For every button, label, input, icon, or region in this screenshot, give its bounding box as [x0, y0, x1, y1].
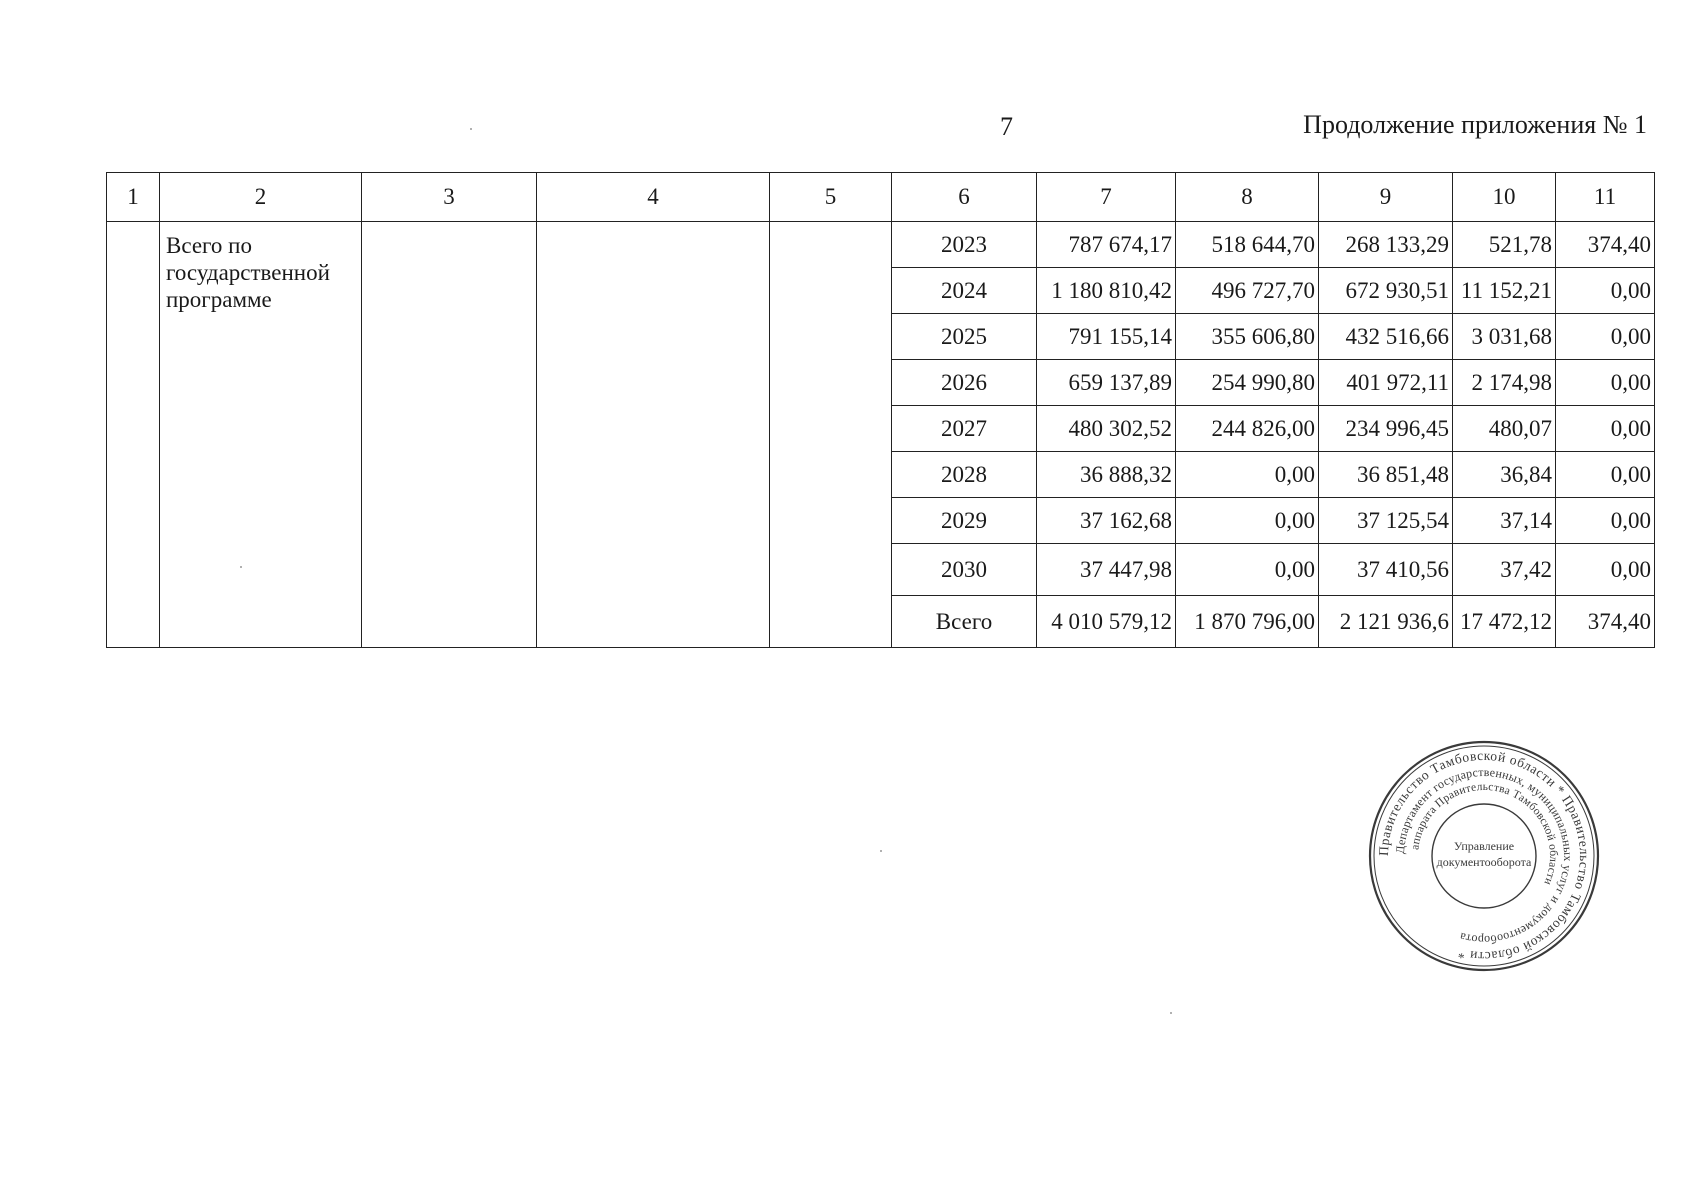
year-cell: 2023 — [892, 222, 1037, 268]
header-cell: 10 — [1453, 173, 1556, 222]
regional-cell: 432 516,66 — [1319, 314, 1453, 360]
total-cell: 791 155,14 — [1037, 314, 1176, 360]
scan-speck — [470, 128, 472, 130]
federal-cell: 244 826,00 — [1176, 406, 1319, 452]
header-cell: 7 — [1037, 173, 1176, 222]
other-cell: 374,40 — [1556, 222, 1655, 268]
other-cell: 0,00 — [1556, 268, 1655, 314]
local-cell: 3 031,68 — [1453, 314, 1556, 360]
budget-table — [106, 172, 1655, 648]
regional-cell: 234 996,45 — [1319, 406, 1453, 452]
row-id-cell — [107, 222, 160, 648]
year-cell: 2026 — [892, 360, 1037, 406]
page-number: 7 — [1000, 112, 1013, 141]
table-header-row — [107, 173, 1655, 222]
header-cell: 6 — [892, 173, 1037, 222]
other-cell: 0,00 — [1556, 498, 1655, 544]
svg-text:Департамент государственных, м: Департамент государственных, муниципальных услуг и документооборота — [1392, 764, 1576, 948]
total-cell: 37 447,98 — [1037, 544, 1176, 596]
svg-text:аппарата Правительства Тамбовс: аппарата Правительства Тамбовской области — [1409, 780, 1560, 887]
federal-cell: 0,00 — [1176, 498, 1319, 544]
regional-cell: 36 851,48 — [1319, 452, 1453, 498]
local-cell: 36,84 — [1453, 452, 1556, 498]
header-cell: 2 — [160, 173, 362, 222]
header-cell: 9 — [1319, 173, 1453, 222]
other-cell: 0,00 — [1556, 360, 1655, 406]
program-name-cell: Всего по государственной программе — [160, 222, 362, 648]
col5-cell — [770, 222, 892, 648]
year-cell: 2029 — [892, 498, 1037, 544]
total-cell: 37 162,68 — [1037, 498, 1176, 544]
local-cell: 480,07 — [1453, 406, 1556, 452]
col4-cell — [537, 222, 770, 648]
federal-cell: 496 727,70 — [1176, 268, 1319, 314]
local-cell: 37,42 — [1453, 544, 1556, 596]
local-cell: 17 472,12 — [1453, 596, 1556, 648]
scan-speck — [880, 850, 882, 852]
regional-cell: 37 410,56 — [1319, 544, 1453, 596]
other-cell: 374,40 — [1556, 596, 1655, 648]
official-seal — [1366, 738, 1602, 974]
scan-speck — [240, 566, 242, 568]
seal-center-line-1: Управление — [1453, 839, 1515, 853]
header-cell: 11 — [1556, 173, 1655, 222]
federal-cell: 254 990,80 — [1176, 360, 1319, 406]
svg-text:Правительство Тамбовской облас: Правительство Тамбовской области * Правительство Тамбовской области * — [1375, 747, 1593, 965]
year-cell: 2027 — [892, 406, 1037, 452]
total-cell: 1 180 810,42 — [1037, 268, 1176, 314]
header-cell: 1 — [107, 173, 160, 222]
scan-speck — [1170, 1012, 1172, 1014]
total-cell: 480 302,52 — [1037, 406, 1176, 452]
total-cell: 36 888,32 — [1037, 452, 1176, 498]
year-cell: 2030 — [892, 544, 1037, 596]
regional-cell: 37 125,54 — [1319, 498, 1453, 544]
federal-cell: 0,00 — [1176, 544, 1319, 596]
regional-cell: 401 972,11 — [1319, 360, 1453, 406]
federal-cell: 355 606,80 — [1176, 314, 1319, 360]
federal-cell: 518 644,70 — [1176, 222, 1319, 268]
local-cell: 521,78 — [1453, 222, 1556, 268]
other-cell: 0,00 — [1556, 452, 1655, 498]
federal-cell: 1 870 796,00 — [1176, 596, 1319, 648]
continuation-title: Продолжение приложения № 1 — [1303, 110, 1647, 139]
header-cell: 8 — [1176, 173, 1319, 222]
year-cell: 2025 — [892, 314, 1037, 360]
regional-cell: 672 930,51 — [1319, 268, 1453, 314]
regional-cell: 268 133,29 — [1319, 222, 1453, 268]
seal-center-line-2: документооборота — [1436, 855, 1532, 869]
total-cell: 4 010 579,12 — [1037, 596, 1176, 648]
col3-cell — [362, 222, 537, 648]
header-cell: 3 — [362, 173, 537, 222]
year-cell: Всего — [892, 596, 1037, 648]
local-cell: 37,14 — [1453, 498, 1556, 544]
other-cell: 0,00 — [1556, 544, 1655, 596]
table-row — [107, 222, 1655, 268]
year-cell: 2028 — [892, 452, 1037, 498]
header-cell: 5 — [770, 173, 892, 222]
other-cell: 0,00 — [1556, 406, 1655, 452]
total-cell: 659 137,89 — [1037, 360, 1176, 406]
other-cell: 0,00 — [1556, 314, 1655, 360]
year-cell: 2024 — [892, 268, 1037, 314]
federal-cell: 0,00 — [1176, 452, 1319, 498]
total-cell: 787 674,17 — [1037, 222, 1176, 268]
header-cell: 4 — [537, 173, 770, 222]
local-cell: 11 152,21 — [1453, 268, 1556, 314]
local-cell: 2 174,98 — [1453, 360, 1556, 406]
regional-cell: 2 121 936,6 — [1319, 596, 1453, 648]
